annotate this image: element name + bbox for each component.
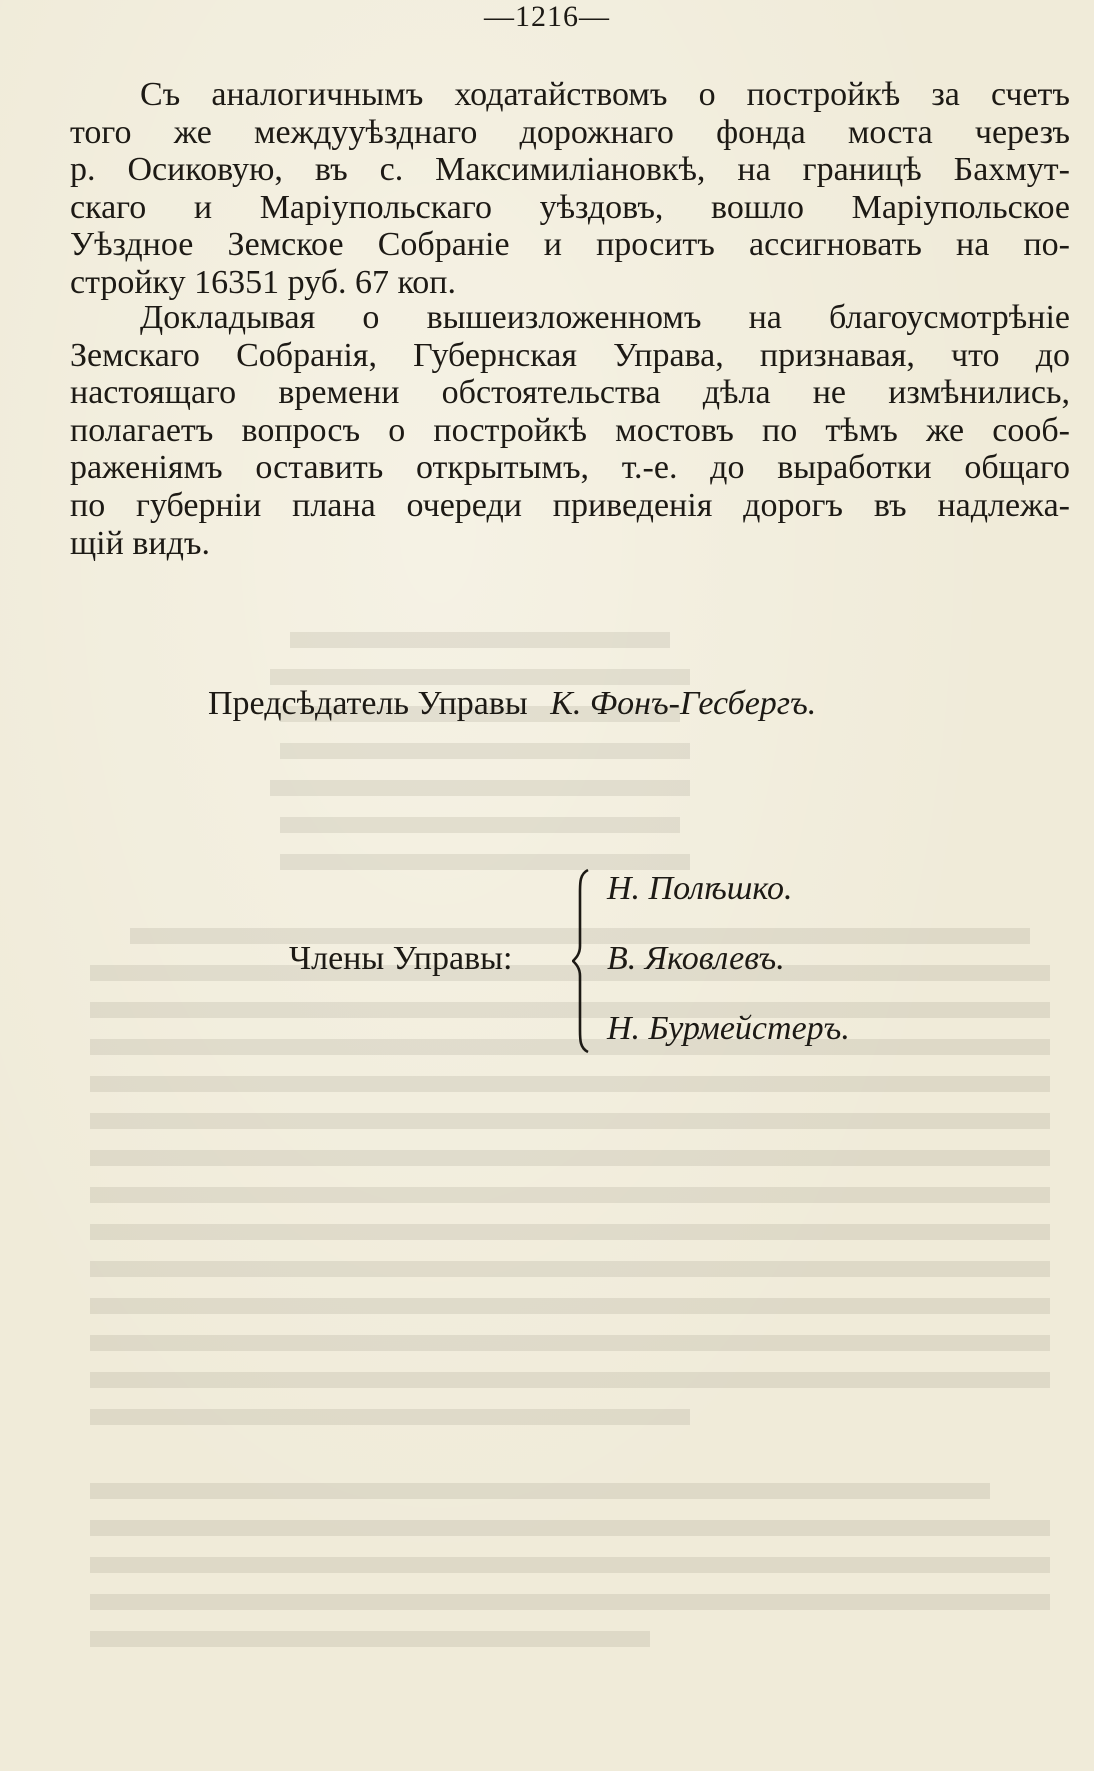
paragraph-line: Съ аналогичнымъ ходатайствомъ о постройкѣ за счетъ	[140, 76, 1070, 113]
member-name: Н. Бурмейстеръ.	[607, 1010, 850, 1047]
paragraph-line: раженіямъ оставить открытымъ, т.-е. до выработки общаго	[70, 449, 1070, 487]
chairman-label: Предсѣдатель Управы	[208, 685, 528, 722]
chairman-signature-line	[208, 685, 816, 723]
paragraph-2	[70, 299, 1070, 562]
paragraph-line: полагаетъ вопросъ о постройкѣ мостовъ по тѣмъ же сооб-	[70, 411, 1070, 449]
members-brace	[572, 868, 596, 1054]
paragraph-line: р. Осиковую, въ с. Максимиліановкѣ, на границѣ Бахмут-	[70, 151, 1070, 189]
paragraph-line: по губерніи плана очереди приведенія дорогъ въ надлежа-	[70, 486, 1070, 524]
paragraph-1	[70, 76, 1070, 302]
paragraph-line: настоящаго времени обстоятельства дѣла не измѣнились,	[70, 374, 1070, 412]
members-label: Члены Управы:	[289, 940, 513, 977]
member-name: В. Яковлевъ.	[607, 940, 785, 977]
paragraph-line: Земскаго Собранія, Губернская Управа, признавая, что до	[70, 336, 1070, 374]
paragraph-line: Уѣздное Земское Собраніе и проситъ ассигновать на по-	[70, 226, 1070, 264]
page-number: —1216—	[484, 0, 610, 33]
paragraph-line: стройку 16351 руб. 67 коп.	[70, 263, 456, 301]
paragraph-line: того же междууѣзднаго дорожнаго фонда моста черезъ	[70, 113, 1070, 151]
paragraph-line: Докладывая о вышеизложенномъ на благоусмотрѣніе	[140, 299, 1070, 336]
paragraph-line: щій видъ.	[70, 524, 210, 562]
member-name: Н. Полѣшко.	[607, 870, 793, 907]
paragraph-line: скаго и Маріупольскаго уѣздовъ, вошло Маріупольское	[70, 188, 1070, 226]
reverse-side-bleed-through	[60, 620, 1050, 1660]
chairman-name: К. Фонъ-Гесбергъ.	[550, 685, 817, 722]
